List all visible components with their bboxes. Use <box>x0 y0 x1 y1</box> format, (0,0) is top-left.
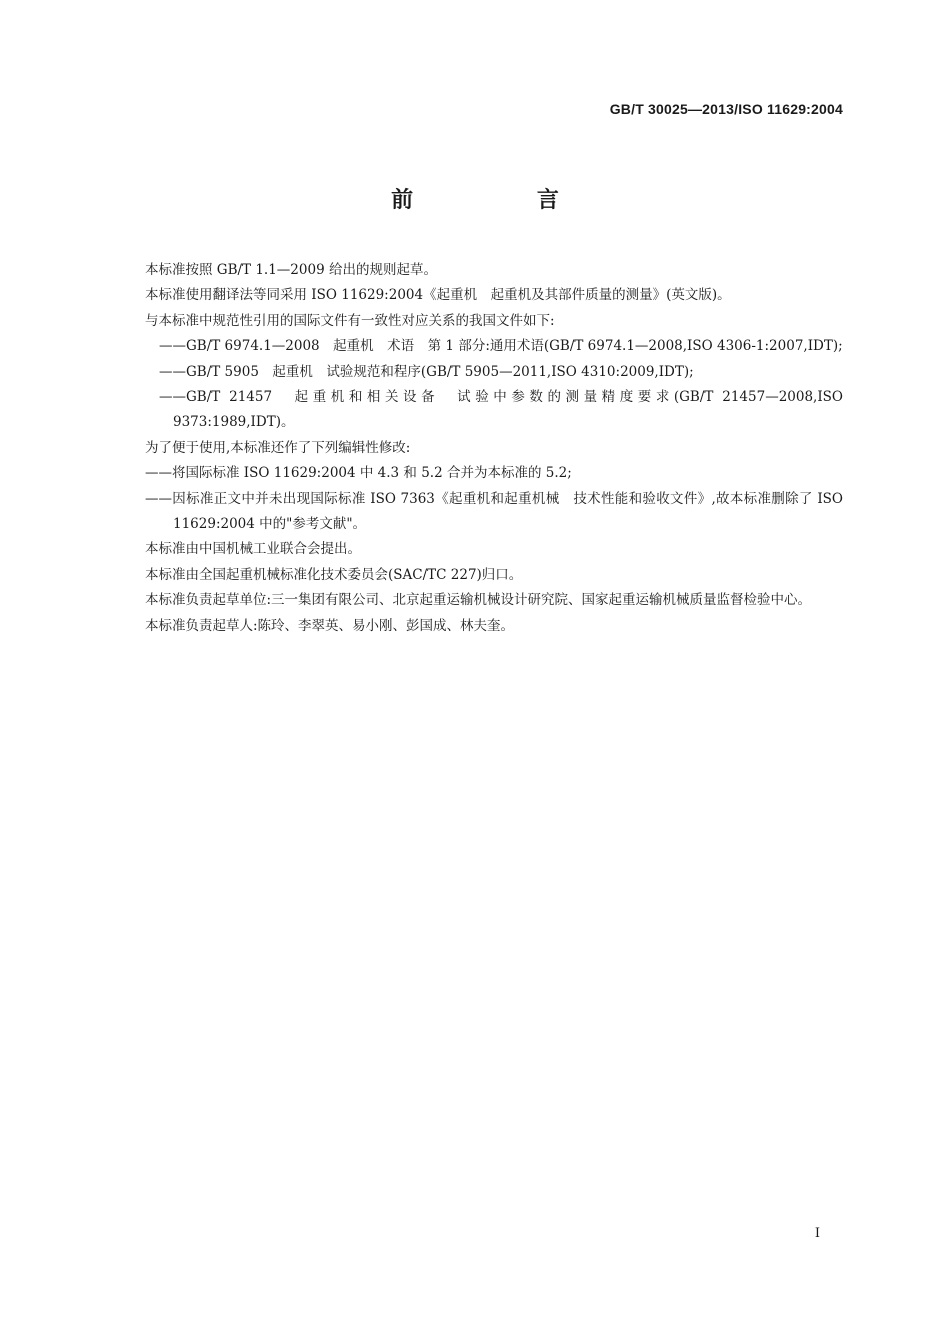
list-item-gbt-5905: ——GB/T 5905 起重机 试验规范和程序(GB/T 5905—2011,ISO 4310:2009,IDT); <box>159 363 694 380</box>
list-item-gbt-6974: ——GB/T 6974.1—2008 起重机 术语 第 1 部分:通用术语(GB/T 6974.1—2008,ISO 4306-1:2007,IDT); <box>159 338 843 355</box>
list-item-merge-clauses: ——将国际标准 ISO 11629:2004 中 4.3 和 5.2 合并为本标准的 5.2; <box>145 465 572 482</box>
paragraph-under-jurisdiction: 本标准由全国起重机械标准化技术委员会(SAC/TC 227)归口。 <box>145 566 523 583</box>
paragraph-drafting-rules: 本标准按照 GB/T 1.1—2009 给出的规则起草。 <box>145 262 437 278</box>
paragraph-adoption: 本标准使用翻译法等同采用 ISO 11629:2004《起重机 起重机及其部件质量的测量》(英文版)。 <box>145 287 731 304</box>
paragraph-corresponding-docs: 与本标准中规范性引用的国际文件有一致性对应关系的我国文件如下: <box>145 312 555 329</box>
page-number: I <box>814 1226 820 1241</box>
list-item-gbt-21457: ——GB/T 21457 起重机和相关设备 试验中参数的测量精度要求(GB/T 21457—2008,ISO 9373:1989,IDT)。 <box>159 389 843 431</box>
standard-code: GB/T 30025—2013/ISO 11629:2004 <box>609 101 843 117</box>
paragraph-editorial-changes: 为了便于使用,本标准还作了下列编辑性修改: <box>145 439 411 456</box>
page-title: 前 言 <box>391 188 617 213</box>
preface-body <box>119 258 843 639</box>
list-item-remove-bibliography: ——因标准正文中并未出现国际标准 ISO 7363《起重机和起重机械 技术性能和验收文件》,故本标准删除了 ISO 11629:2004 中的"参考文献"。 <box>145 490 843 533</box>
paragraph-drafters: 本标准负责起草人:陈玲、李翠英、易小刚、彭国成、林夫奎。 <box>145 617 515 634</box>
paragraph-proposed-by: 本标准由中国机械工业联合会提出。 <box>145 541 361 558</box>
paragraph-drafting-units: 本标准负责起草单位:三一集团有限公司、北京起重运输机械设计研究院、国家起重运输机械质量监督检验中心。 <box>145 592 812 609</box>
